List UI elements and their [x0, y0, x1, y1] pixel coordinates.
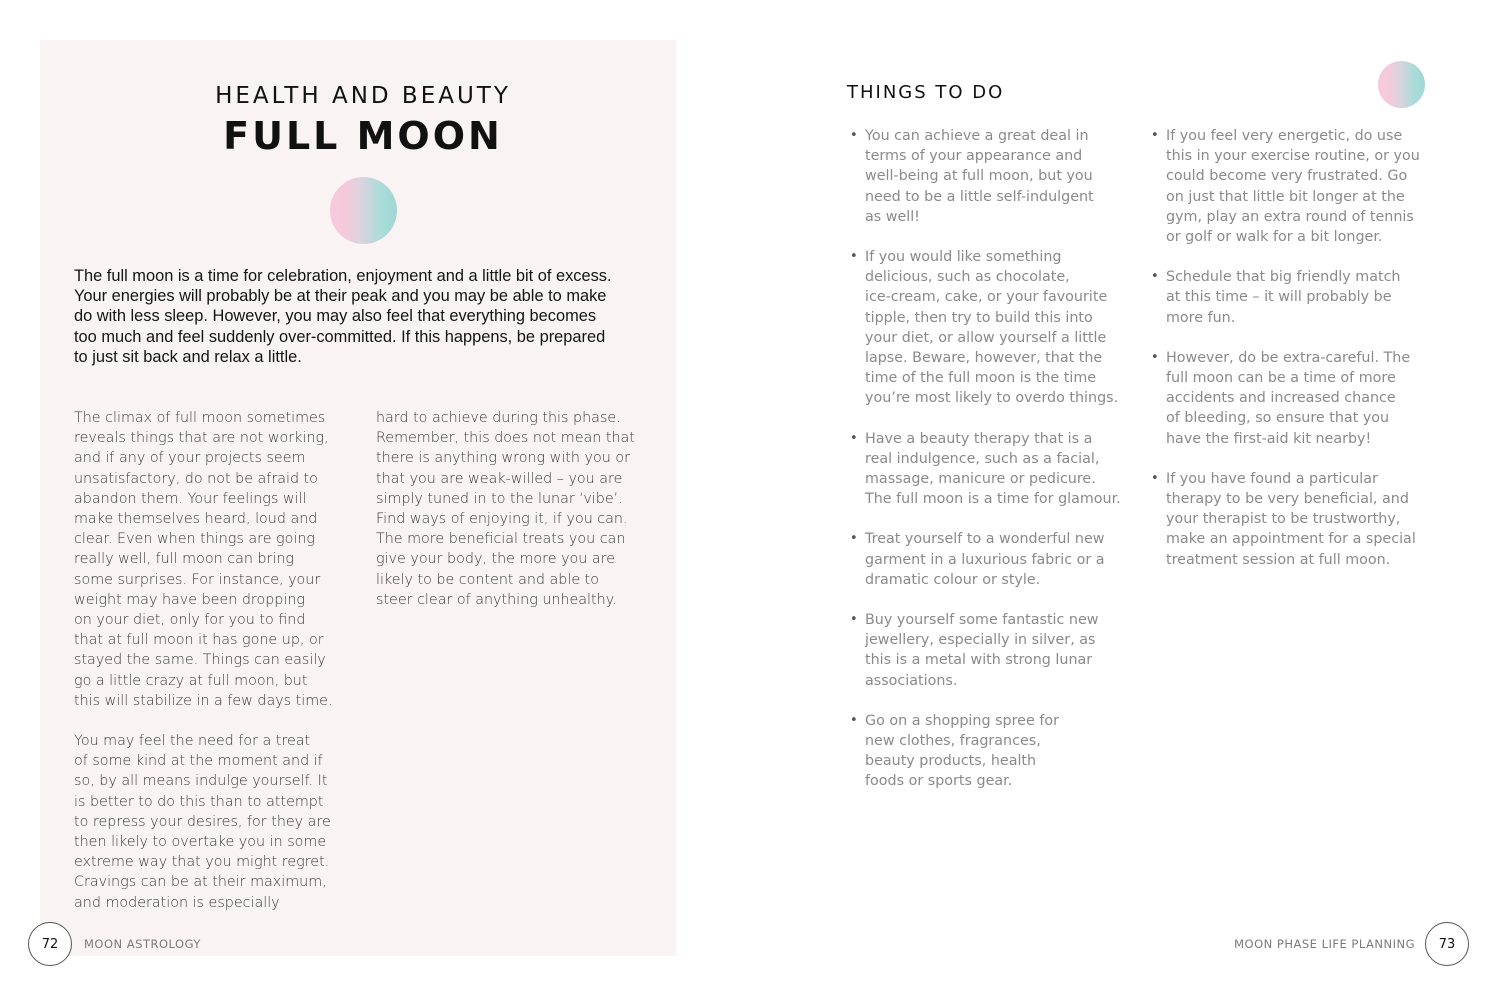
bullet-dot-icon: •: [850, 430, 858, 446]
bullet-dot-icon: •: [850, 531, 858, 547]
body-paragraph: [74, 731, 354, 913]
bullet-item: [848, 126, 1118, 227]
text-line: some surprises. For instance, your: [74, 571, 321, 588]
bullet-text-line: or golf or walk for a bit longer.: [1166, 229, 1383, 246]
bullet-text-line: treatment session at full moon.: [1166, 551, 1391, 568]
bullet-text-line: If you have found a particular: [1166, 470, 1378, 487]
bullet-text-line: need to be a little self-indulgent: [865, 188, 1094, 205]
text-line: likely to be content and able to: [376, 571, 600, 588]
intro-line: to just sit back and relax a little.: [74, 347, 302, 366]
full-moon-gradient-icon: [1378, 61, 1425, 108]
bullet-text-line: therapy to be very beneficial, and: [1166, 491, 1409, 508]
bullet-text-line: Buy yourself some fantastic new: [865, 612, 1099, 629]
page-number: 73: [1438, 936, 1456, 952]
text-line: abandon them. Your feelings will: [74, 490, 307, 507]
bullet-text-line: on just that little bit longer at the: [1166, 188, 1405, 205]
bullet-text-line: Go on a shopping spree for: [865, 712, 1059, 729]
bullet-text-line: You can achieve a great deal in: [865, 128, 1089, 144]
bullet-item: [848, 429, 1121, 510]
bullet-item: [848, 247, 1118, 409]
bullet-text-line: gym, play an extra round of tennis: [1166, 208, 1414, 225]
bullet-list-column-1: [848, 126, 1121, 812]
text-line: reveals things that are not working,: [74, 430, 329, 447]
full-moon-gradient-icon: [330, 177, 397, 244]
bullet-text-line: full moon can be a time of more: [1166, 370, 1396, 387]
text-line: is better to do this than to attempt: [74, 793, 324, 810]
bullet-text-line: time of the full moon is the time: [865, 370, 1097, 387]
bullet-text-line: accidents and increased chance: [1166, 390, 1396, 407]
bullet-dot-icon: •: [850, 612, 858, 628]
bullet-text-line: more fun.: [1166, 309, 1236, 326]
text-line: there is anything wrong with you or: [376, 450, 630, 467]
text-line: really well, full moon can bring: [74, 551, 294, 568]
text-line: on your diet, only for you to find: [74, 612, 306, 629]
body-paragraph: [376, 408, 656, 610]
text-line: of some kind at the moment and if: [74, 753, 323, 770]
bullet-dot-icon: •: [1151, 269, 1159, 285]
page-number-badge: [28, 922, 72, 966]
bullet-text-line: lapse. Beware, however, that the: [865, 350, 1103, 367]
text-line: simply tuned in to the lunar ‘vibe’.: [376, 490, 623, 507]
text-line: to repress your desires, for they are: [74, 813, 331, 830]
bullet-text-line: make an appointment for a special: [1166, 531, 1416, 548]
text-line: You may feel the need for a treat: [74, 733, 311, 750]
running-head: MOON PHASE LIFE PLANNING: [1234, 937, 1415, 951]
bullet-text-line: associations.: [865, 672, 958, 689]
text-line: unsatisfactory, do not be afraid to: [74, 470, 318, 487]
bullet-dot-icon: •: [850, 249, 858, 265]
intro-line: too much and feel suddenly over-committed. If this happens, be prepared: [74, 327, 606, 346]
running-head: MOON ASTROLOGY: [84, 937, 201, 951]
bullet-dot-icon: •: [850, 712, 858, 728]
bullet-text-line: well-being at full moon, but you: [865, 168, 1093, 185]
bullet-text-line: dramatic colour or style.: [865, 571, 1041, 588]
body-column-b: [376, 408, 656, 630]
bullet-text-line: of bleeding, so ensure that you: [1166, 410, 1390, 427]
text-line: hard to achieve during this phase.: [376, 410, 621, 426]
bullet-text-line: your therapist to be trustworthy,: [1166, 511, 1401, 528]
bullet-text-line: delicious, such as chocolate,: [865, 269, 1070, 286]
bullet-text-line: real indulgence, such as a facial,: [865, 450, 1100, 467]
text-line: steer clear of anything unhealthy.: [376, 591, 617, 608]
text-line: The more beneficial treats you can: [376, 531, 626, 548]
bullet-text-line: massage, manicure or pedicure.: [865, 471, 1096, 488]
things-to-do-heading: THINGS TO DO: [847, 82, 1005, 103]
bullet-item: [1149, 126, 1419, 247]
bullet-text-line: as well!: [865, 208, 920, 225]
bullet-dot-icon: •: [1151, 470, 1159, 486]
text-line: and moderation is especially: [74, 894, 280, 911]
text-line: Find ways of enjoying it, if you can.: [376, 511, 628, 528]
bullet-text-line: Treat yourself to a wonderful new: [865, 531, 1105, 548]
bullet-text-line: terms of your appearance and: [865, 148, 1083, 165]
text-line: that at full moon it has gone up, or: [74, 632, 324, 649]
bullet-text-line: Schedule that big friendly match: [1166, 269, 1401, 286]
bullet-item: [848, 529, 1118, 590]
bullet-text-line: this in your exercise routine, or you: [1166, 148, 1420, 165]
page-number-badge: [1425, 922, 1469, 966]
intro-line: The full moon is a time for celebration, enjoyment and a little bit of excess.: [74, 267, 612, 285]
bullet-text-line: your diet, or allow yourself a little: [865, 329, 1107, 346]
bullet-text-line: this is a metal with strong lunar: [865, 652, 1093, 669]
text-line: go a little crazy at full moon, but: [74, 672, 308, 689]
bullet-dot-icon: •: [850, 128, 858, 143]
intro-line: Your energies will probably be at their peak and you may be able to make: [74, 287, 607, 306]
text-line: weight may have been dropping: [74, 591, 305, 608]
text-line: so, by all means indulge yourself. It: [74, 773, 328, 790]
bullet-text-line: However, do be extra-careful. The: [1166, 349, 1411, 366]
text-line: stayed the same. Things can easily: [74, 652, 326, 669]
bullet-text-line: could become very frustrated. Go: [1166, 168, 1408, 185]
bullet-text-line: jewellery, especially in silver, as: [865, 632, 1096, 649]
bullet-text-line: garment in a luxurious fabric or a: [865, 551, 1105, 568]
bullet-item: [848, 610, 1118, 691]
bullet-item: [1149, 267, 1419, 328]
page-title: FULL MOON: [223, 114, 503, 158]
bullet-text-line: foods or sports gear.: [865, 773, 1013, 790]
bullet-text-line: If you would like something: [865, 249, 1062, 266]
bullet-list-column-2: [1149, 126, 1419, 590]
bullet-text-line: have the first-aid kit nearby!: [1166, 430, 1372, 447]
text-line: Remember, this does not mean that: [376, 430, 635, 447]
text-line: extreme way that you might regret.: [74, 854, 330, 871]
bullet-item: [1149, 348, 1419, 449]
bullet-text-line: Have a beauty therapy that is a: [865, 430, 1093, 447]
text-line: this will stabilize in a few days time.: [74, 692, 333, 709]
bullet-text-line: ice-cream, cake, or your favourite: [865, 289, 1108, 306]
body-paragraph: [74, 408, 354, 711]
intro-line: do with less sleep. However, you may also feel that everything becomes: [74, 307, 597, 326]
bullet-text-line: tipple, then try to build this into: [865, 309, 1093, 326]
text-line: The climax of full moon sometimes: [74, 410, 326, 426]
bullet-item: [848, 711, 1118, 792]
text-line: give your body, the more you are: [376, 551, 616, 568]
text-line: make themselves heard, loud and: [74, 511, 318, 528]
text-line: and if any of your projects seem: [74, 450, 306, 467]
body-column-a: [74, 408, 354, 933]
text-line: Cravings can be at their maximum,: [74, 874, 327, 891]
text-line: then likely to overtake you in some: [74, 834, 327, 851]
bullet-text-line: at this time – it will probably be: [1166, 289, 1392, 306]
bullet-text-line: The full moon is a time for glamour.: [865, 491, 1121, 508]
bullet-text-line: beauty products, health: [865, 753, 1037, 770]
bullet-dot-icon: •: [1151, 349, 1159, 365]
bullet-text-line: you’re most likely to overdo things.: [865, 390, 1119, 407]
intro-paragraph: [74, 266, 664, 367]
text-line: clear. Even when things are going: [74, 531, 315, 548]
page-number: 72: [41, 936, 59, 952]
text-line: that you are weak-willed – you are: [376, 470, 623, 487]
section-kicker: HEALTH AND BEAUTY: [215, 83, 511, 109]
bullet-text-line: If you feel very energetic, do use: [1166, 128, 1403, 144]
bullet-item: [1149, 469, 1419, 570]
bullet-text-line: new clothes, fragrances,: [865, 733, 1041, 750]
bullet-dot-icon: •: [1151, 128, 1159, 143]
